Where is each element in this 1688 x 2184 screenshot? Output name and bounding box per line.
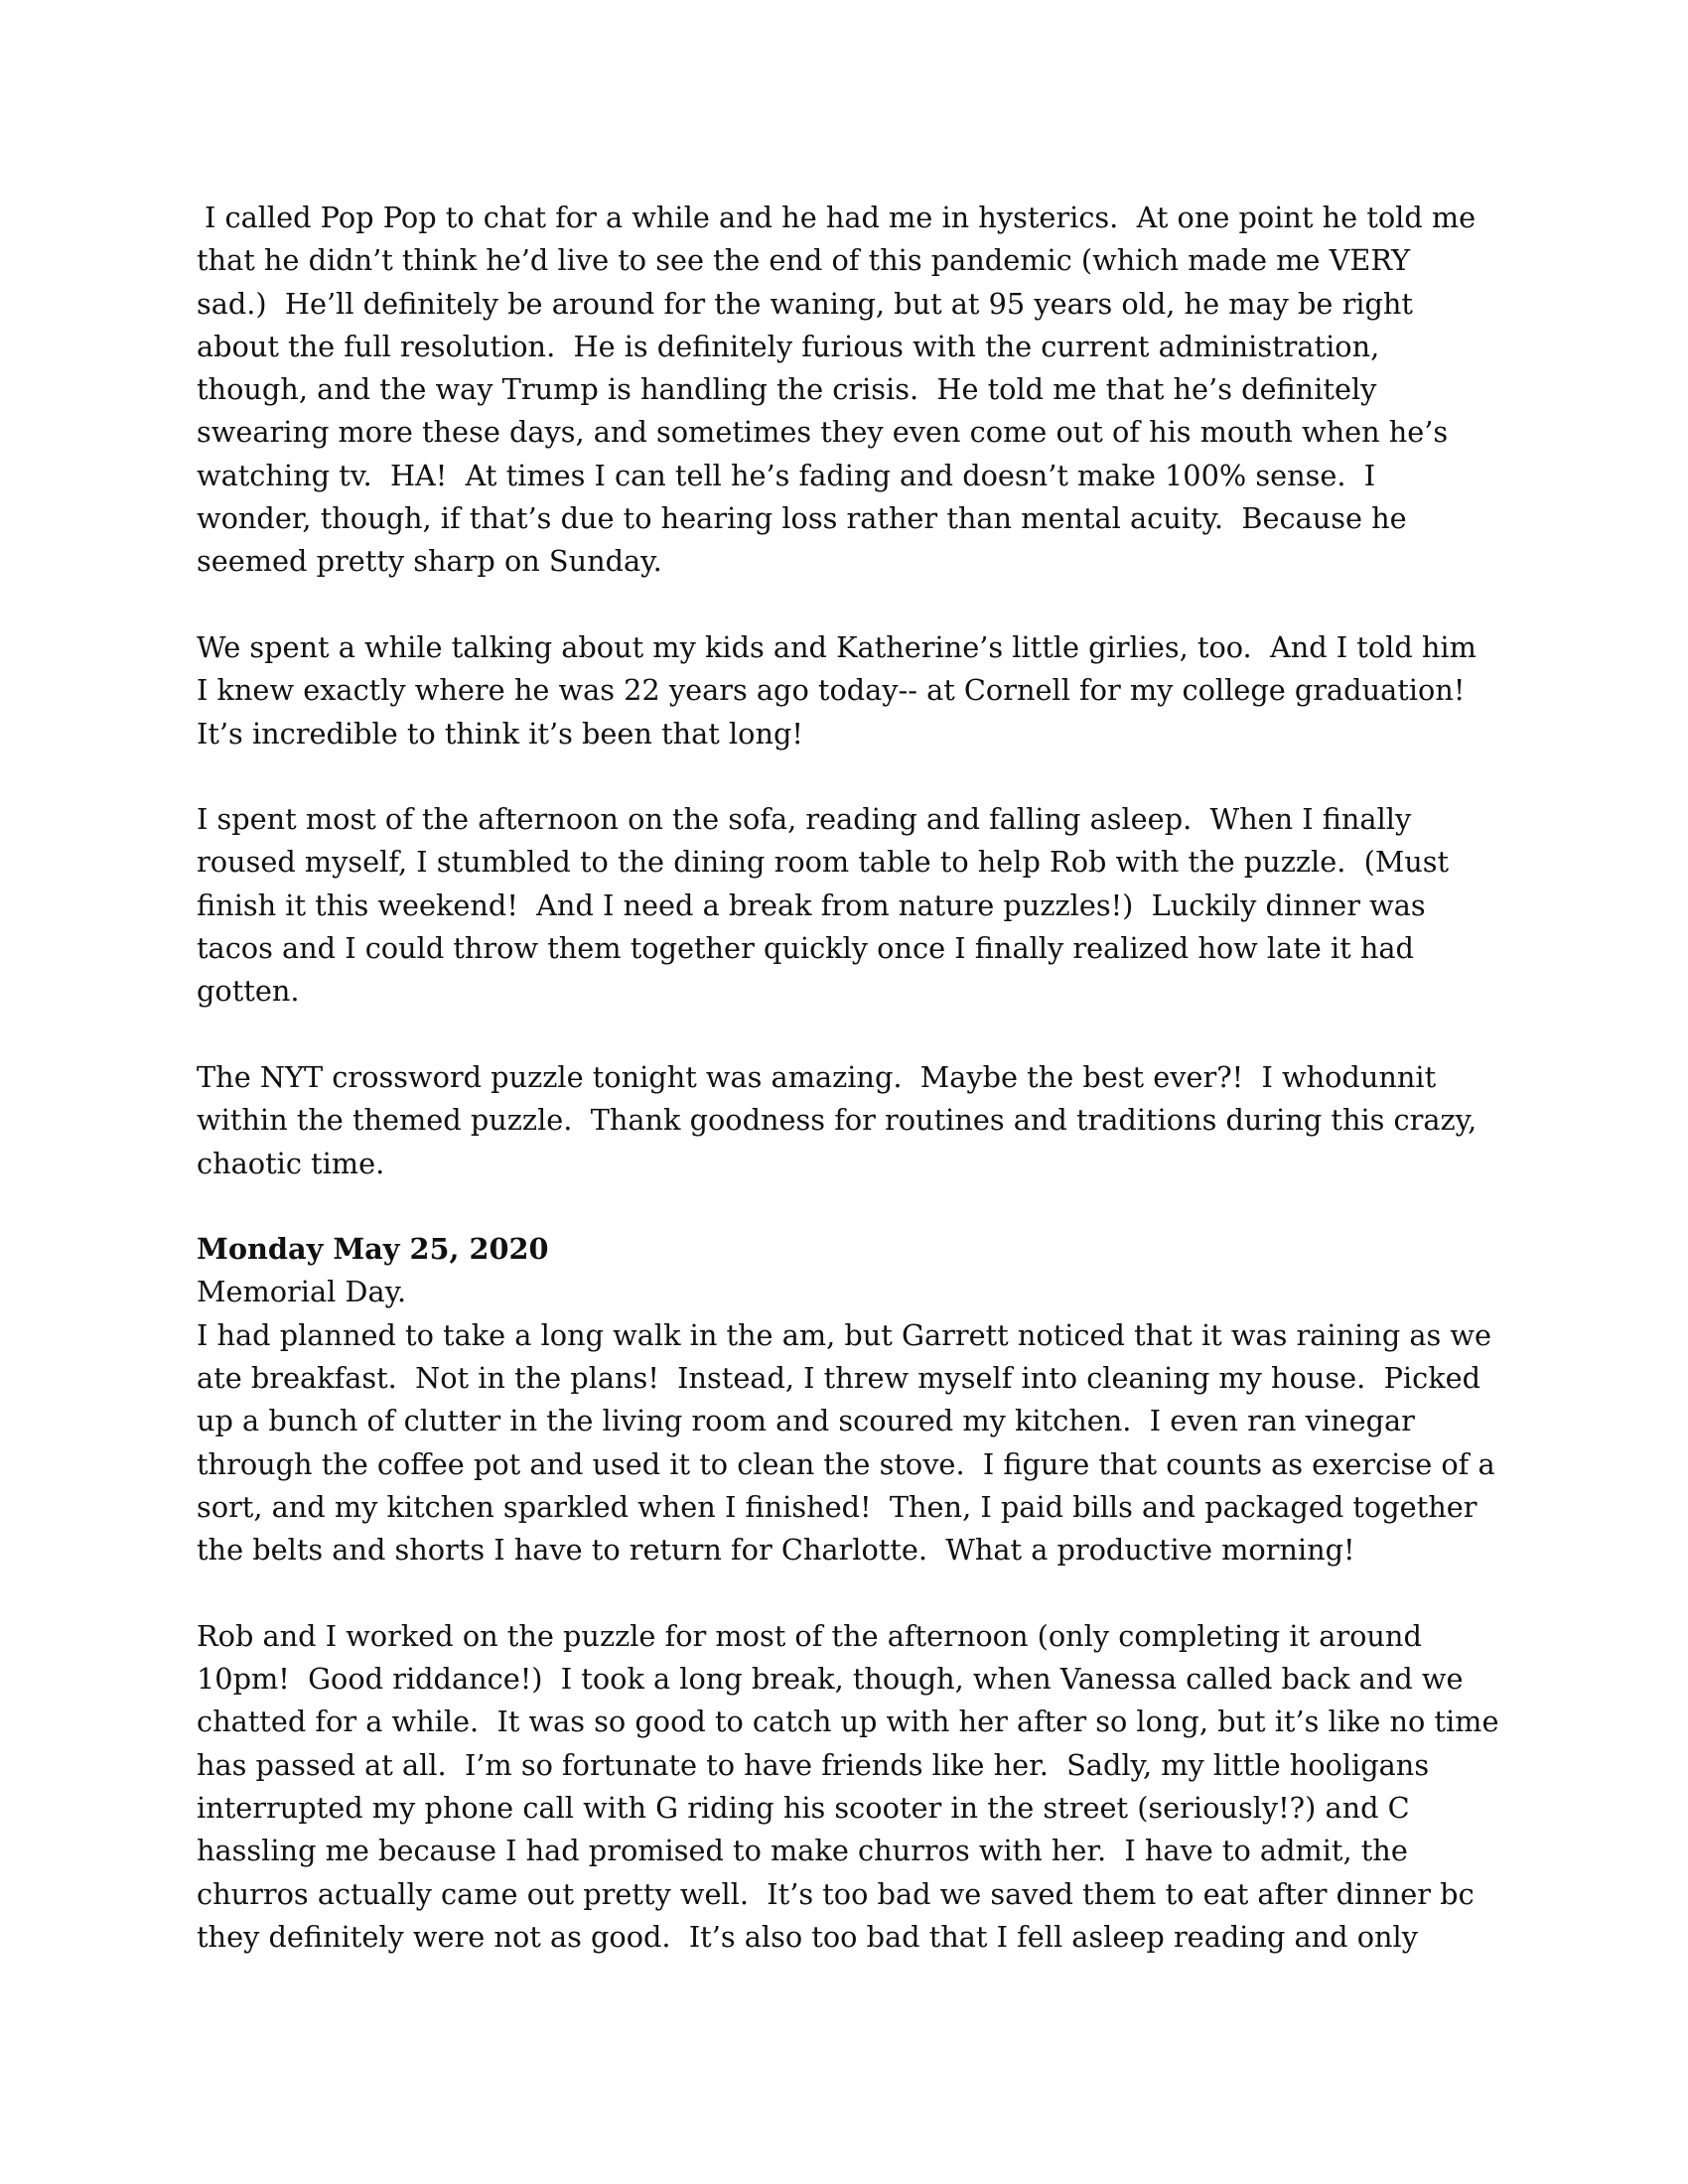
entry-date-heading: Monday May 25, 2020	[197, 1232, 549, 1267]
text-line: The NYT crossword puzzle tonight was amazing. Maybe the best ever?! I whodunnit	[197, 1059, 1437, 1094]
document-page	[197, 197, 1497, 1959]
text-line: up a bunch of clutter in the living room and scoured my kitchen. I even ran vinegar	[197, 1404, 1415, 1438]
text-line: about the full resolution. He is definitely furious with the current administration,	[197, 329, 1380, 363]
text-line: watching tv. HA! At times I can tell he’s fading and doesn’t make 100% sense. I	[197, 458, 1376, 492]
text-line: 10pm! Good riddance!) I took a long break, though, when Vanessa called back and we	[197, 1662, 1464, 1697]
text-line: though, and the way Trump is handling the crisis. He told me that he’s definitely	[197, 372, 1377, 407]
text-line: sad.) He’ll definitely be around for the waning, but at 95 years old, he may be right	[197, 286, 1413, 321]
text-line: the belts and shorts I have to return for Charlotte. What a productive morning!	[197, 1533, 1355, 1568]
text-line: Rob and I worked on the puzzle for most of the afternoon (only completing it around	[197, 1618, 1422, 1653]
text-line: finish it this weekend! And I need a break from nature puzzles!) Luckily dinner was	[197, 887, 1426, 922]
text-line: It’s incredible to think it’s been that long!	[197, 716, 803, 751]
text-line: chatted for a while. It was so good to catch up with her after so long, but it’s like no time	[197, 1705, 1499, 1739]
text-line: roused myself, I stumbled to the dining room table to help Rob with the puzzle. (Must	[197, 845, 1450, 880]
text-line: sort, and my kitchen sparkled when I finished! Then, I paid bills and packaged together	[197, 1489, 1477, 1524]
text-line: gotten.	[197, 974, 300, 1009]
text-line: hassling me because I had promised to make churros with her. I have to admit, the	[197, 1834, 1408, 1868]
paragraph-kids-talk	[197, 626, 1497, 755]
text-line: swearing more these days, and sometimes they even come out of his mouth when he’s	[197, 415, 1449, 450]
text-line: interrupted my phone call with G riding his scooter in the street (seriously!?) and C	[197, 1790, 1410, 1825]
entry-subtitle: Memorial Day.	[197, 1275, 407, 1309]
text-line: I had planned to take a long walk in the am, but Garrett noticed that it was raining as we	[197, 1317, 1492, 1352]
text-line: churros actually came out pretty well. It’s too bad we saved them to eat after dinner bc	[197, 1876, 1475, 1911]
paragraph-vanessa-churros	[197, 1615, 1497, 1959]
text-line: they definitely were not as good. It’s also too bad that I fell asleep reading and only	[197, 1919, 1418, 1954]
text-line: tacos and I could throw them together quickly once I finally realized how late it had	[197, 931, 1414, 966]
text-line: I spent most of the afternoon on the sofa, reading and falling asleep. When I finally	[197, 802, 1412, 837]
entry-header	[197, 1228, 1497, 1314]
text-line: wonder, though, if that’s due to hearing loss rather than mental acuity. Because he	[197, 501, 1407, 536]
text-line: We spent a while talking about my kids and Katherine’s little girlies, too. And I told him	[197, 629, 1477, 664]
text-line: seemed pretty sharp on Sunday.	[197, 544, 662, 579]
text-line: that he didn’t think he’d live to see the end of this pandemic (which made me VERY	[197, 243, 1411, 278]
paragraph-afternoon-puzzle	[197, 798, 1497, 1013]
paragraph-pop-pop-call	[197, 197, 1497, 584]
text-line: I called Pop Pop to chat for a while and he had me in hysterics. At one point he told me	[205, 201, 1477, 234]
paragraph-crossword	[197, 1056, 1497, 1185]
text-line: within the themed puzzle. Thank goodness for routines and traditions during this crazy,	[197, 1103, 1477, 1138]
text-line: through the coffee pot and used it to clean the stove. I figure that counts as exercise of a	[197, 1446, 1495, 1481]
text-line: ate breakfast. Not in the plans! Instead, I threw myself into cleaning my house. Picked	[197, 1361, 1481, 1396]
text-line: I knew exactly where he was 22 years ago today-- at Cornell for my college graduation!	[197, 673, 1466, 708]
paragraph-cleaning-morning	[197, 1314, 1497, 1572]
text-line: has passed at all. I’m so fortunate to have friends like her. Sadly, my little hooligans	[197, 1747, 1430, 1782]
text-line: chaotic time.	[197, 1146, 385, 1180]
